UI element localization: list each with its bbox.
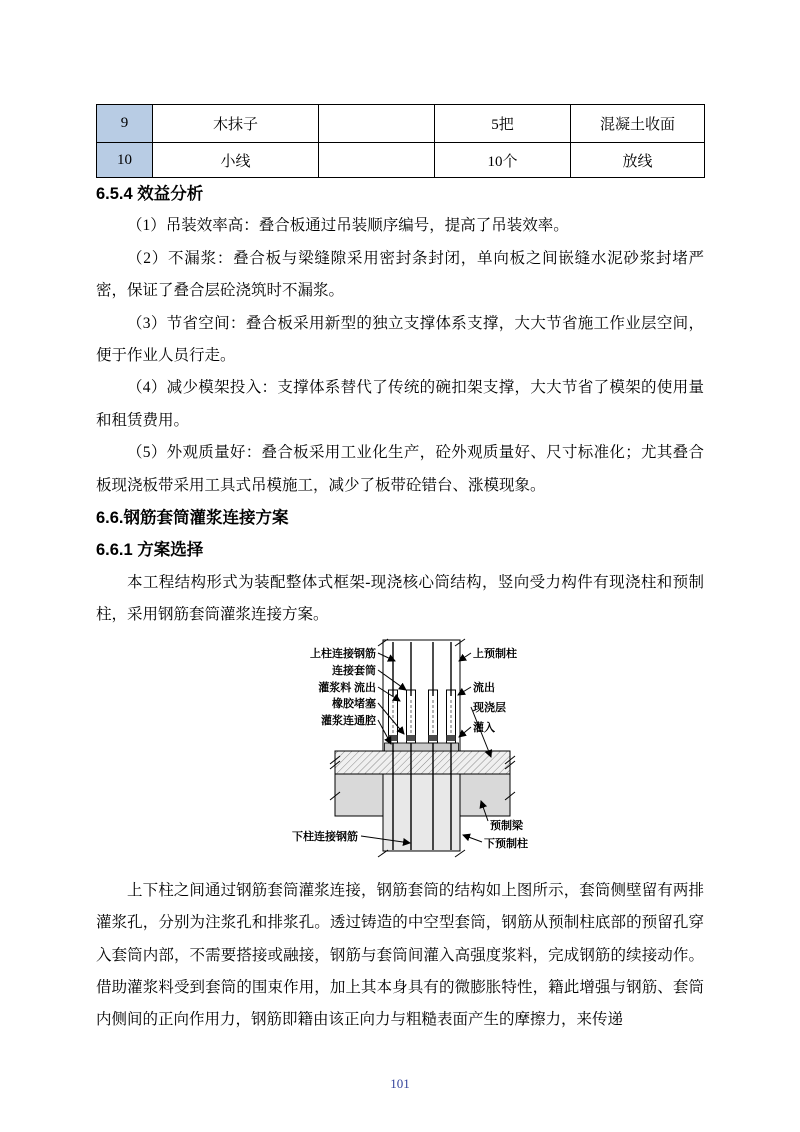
cell-index: 9	[97, 105, 153, 143]
page-number: 101	[390, 1076, 410, 1091]
cell-quantity: 10个	[435, 143, 571, 178]
paragraph-benefit-5: （5）外观质量好：叠合板采用工业化生产，砼外观质量好、尺寸标准化；尤其叠合板现浇板带采用工具式吊模施工，减少了板带砼错台、涨模现象。	[96, 444, 704, 494]
heading-sleeve-grouting-plan: 6.6.钢筋套筒灌浆连接方案	[96, 509, 289, 528]
paragraph-benefit-4: （4）减少模架投入：支撑体系替代了传统的碗扣架支撑，大大节省了模架的使用量和租赁费用。	[96, 379, 704, 429]
cell-spec	[319, 105, 435, 143]
cell-purpose: 放线	[571, 143, 705, 178]
diagram-label-grout-in: 灌入	[473, 721, 495, 734]
grouting-sleeve-diagram	[288, 638, 564, 864]
table-row	[97, 105, 705, 143]
paragraph-plan-intro: 本工程结构形式为装配整体式框架-现浇核心筒结构，竖向受力构件有现浇柱和预制柱，采用钢筋套筒灌浆连接方案。	[96, 573, 704, 624]
diagram-label-rubber-plug: 橡胶堵塞	[332, 697, 376, 710]
figure-grouting-sleeve-diagram	[288, 638, 564, 869]
diagram-label-precast-beam: 预制梁	[490, 819, 523, 832]
paragraph-benefit-3: （3）节省空间：叠合板采用新型的独立支撑体系支撑，大大节省施工作业层空间，便于作业人员行走。	[96, 314, 704, 365]
cell-quantity: 5把	[435, 105, 571, 143]
lower-precast-column-shape	[383, 774, 460, 851]
cell-name: 小线	[153, 143, 319, 178]
cell-index: 10	[97, 143, 153, 178]
cell-purpose: 混凝土收面	[571, 105, 705, 143]
heading-benefit-analysis: 6.5.4 效益分析	[96, 185, 204, 203]
grout-cavity-shape	[385, 743, 459, 751]
diagram-label-lower-rebar: 下柱连接钢筋	[292, 830, 358, 843]
table-row	[97, 143, 705, 178]
materials-table	[96, 104, 705, 178]
page-content	[96, 104, 704, 1037]
diagram-label-cast-layer: 现浇层	[473, 701, 506, 714]
diagram-label-flow-out: 流出	[473, 681, 495, 694]
diagram-label-sleeve: 连接套筒	[332, 664, 376, 677]
diagram-label-upper-rebar: 上柱连接钢筋	[310, 647, 376, 660]
paragraph-benefit-1: （1）吊装效率高：叠合板通过吊装顺序编号，提高了吊装效率。	[127, 217, 569, 235]
diagram-label-grout-out: 灌浆料 流出	[318, 681, 376, 694]
heading-plan-selection: 6.6.1 方案选择	[96, 541, 204, 560]
cell-name: 木抹子	[153, 105, 319, 143]
cell-spec	[319, 143, 435, 178]
cast-in-place-layer	[335, 751, 510, 774]
diagram-label-upper-column: 上预制柱	[473, 647, 517, 660]
paragraph-sleeve-description: 上下柱之间通过钢筋套筒灌浆连接，钢筋套筒的结构如上图所示，套筒侧壁留有两排灌浆孔，分别为注浆孔和排浆孔。透过铸造的中空型套筒，钢筋从预制柱底部的预留孔穿入套筒内部，不需要搭接或融接，钢筋与套筒间灌入高强度浆料，完成钢筋的续接动作。借助灌浆料受到套筒的围束作用，加上其本身具有的微膨胀特性，籍此增强与钢筋、套筒内侧间的正向作用力，钢筋即籍由该正向力与粗糙表面产生的摩擦力，来传递	[96, 881, 704, 1029]
diagram-label-grout-cavity: 灌浆连通腔	[321, 714, 376, 727]
diagram-label-lower-column: 下预制柱	[484, 837, 528, 850]
paragraph-benefit-2: （2）不漏浆：叠合板与梁缝隙采用密封条封闭，单向板之间嵌缝水泥砂浆封堵严密，保证了叠合层砼浇筑时不漏浆。	[96, 249, 704, 300]
